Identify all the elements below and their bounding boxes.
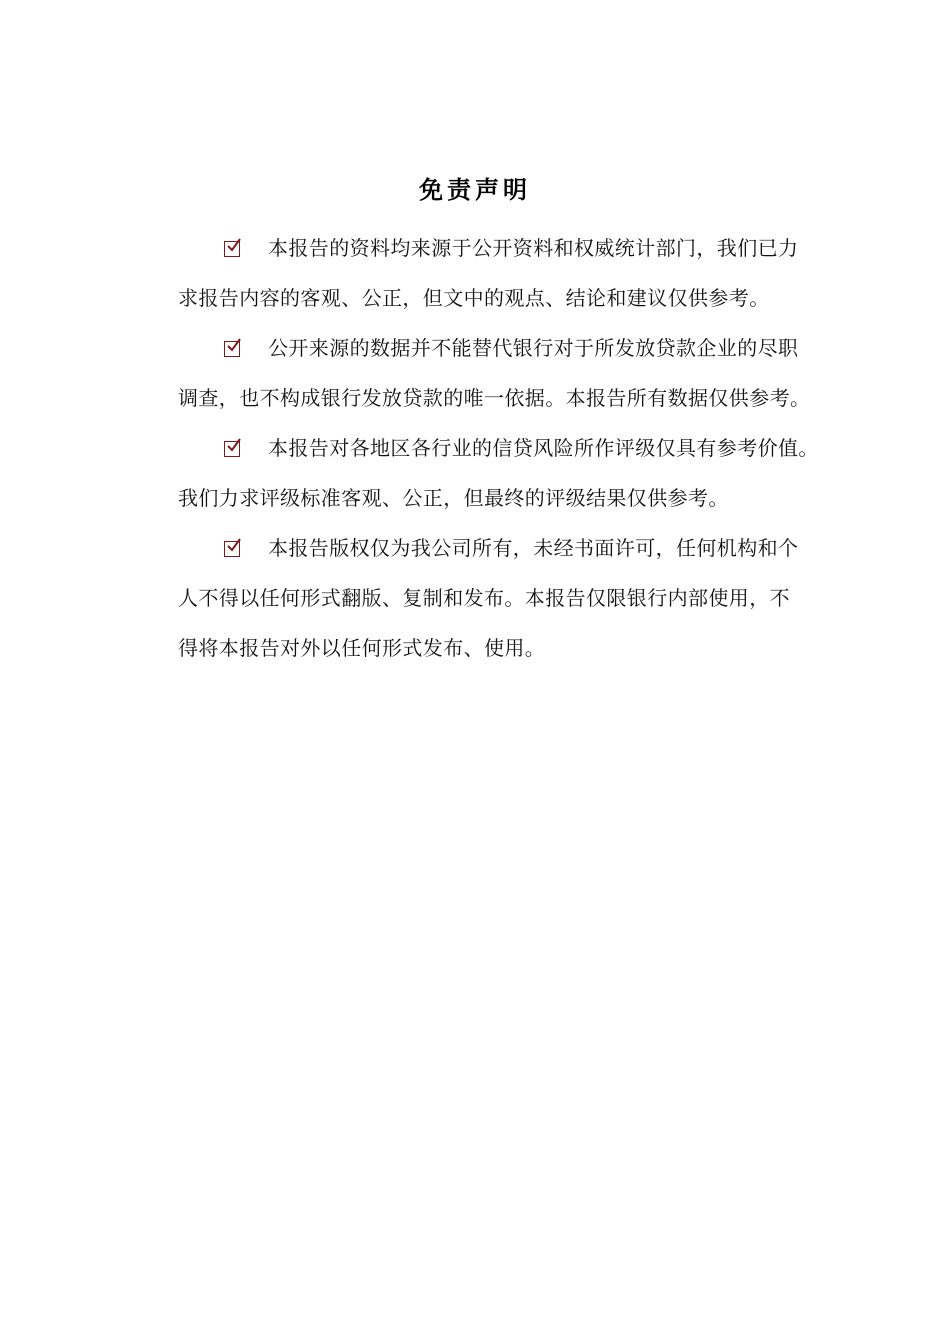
disclaimer-line: 我们力求评级标准客观、公正，但最终的评级结果仅供参考。 — [178, 486, 729, 510]
disclaimer-text: 本报告对各地区各行业的信贷风险所作评级仅具有参考价值。 — [268, 436, 819, 460]
disclaimer-line: 求报告内容的客观、公正，但文中的观点、结论和建议仅供参考。 — [178, 286, 770, 310]
page-title: 免责声明 — [419, 175, 531, 204]
disclaimer-item-3 — [178, 423, 870, 523]
disclaimer-text: 本报告版权仅为我公司所有，未经书面许可，任何机构和个 — [268, 536, 799, 560]
disclaimer-line: 得将本报告对外以任何形式发布、使用。 — [178, 636, 546, 660]
disclaimer-item-1 — [178, 223, 870, 323]
disclaimer-line: 调查，也不构成银行发放贷款的唯一依据。本报告所有数据仅供参考。 — [178, 386, 811, 410]
disclaimer-line — [178, 323, 870, 373]
disclaimer-item-4 — [178, 523, 870, 673]
checkbox-checked-icon — [224, 541, 240, 557]
checkbox-checked-icon — [224, 241, 240, 257]
checkbox-checked-icon — [224, 441, 240, 457]
disclaimer-line: 人不得以任何形式翻版、复制和发布。本报告仅限银行内部使用，不 — [178, 586, 790, 610]
checkbox-checked-icon — [224, 341, 240, 357]
disclaimer-item-2 — [178, 323, 870, 423]
disclaimer-line — [178, 423, 870, 473]
disclaimer-line — [178, 223, 870, 273]
disclaimer-text: 本报告的资料均来源于公开资料和权威统计部门，我们已力 — [268, 236, 799, 260]
disclaimer-text: 公开来源的数据并不能替代银行对于所发放贷款企业的尽职 — [268, 336, 799, 360]
disclaimer-line — [178, 523, 870, 573]
